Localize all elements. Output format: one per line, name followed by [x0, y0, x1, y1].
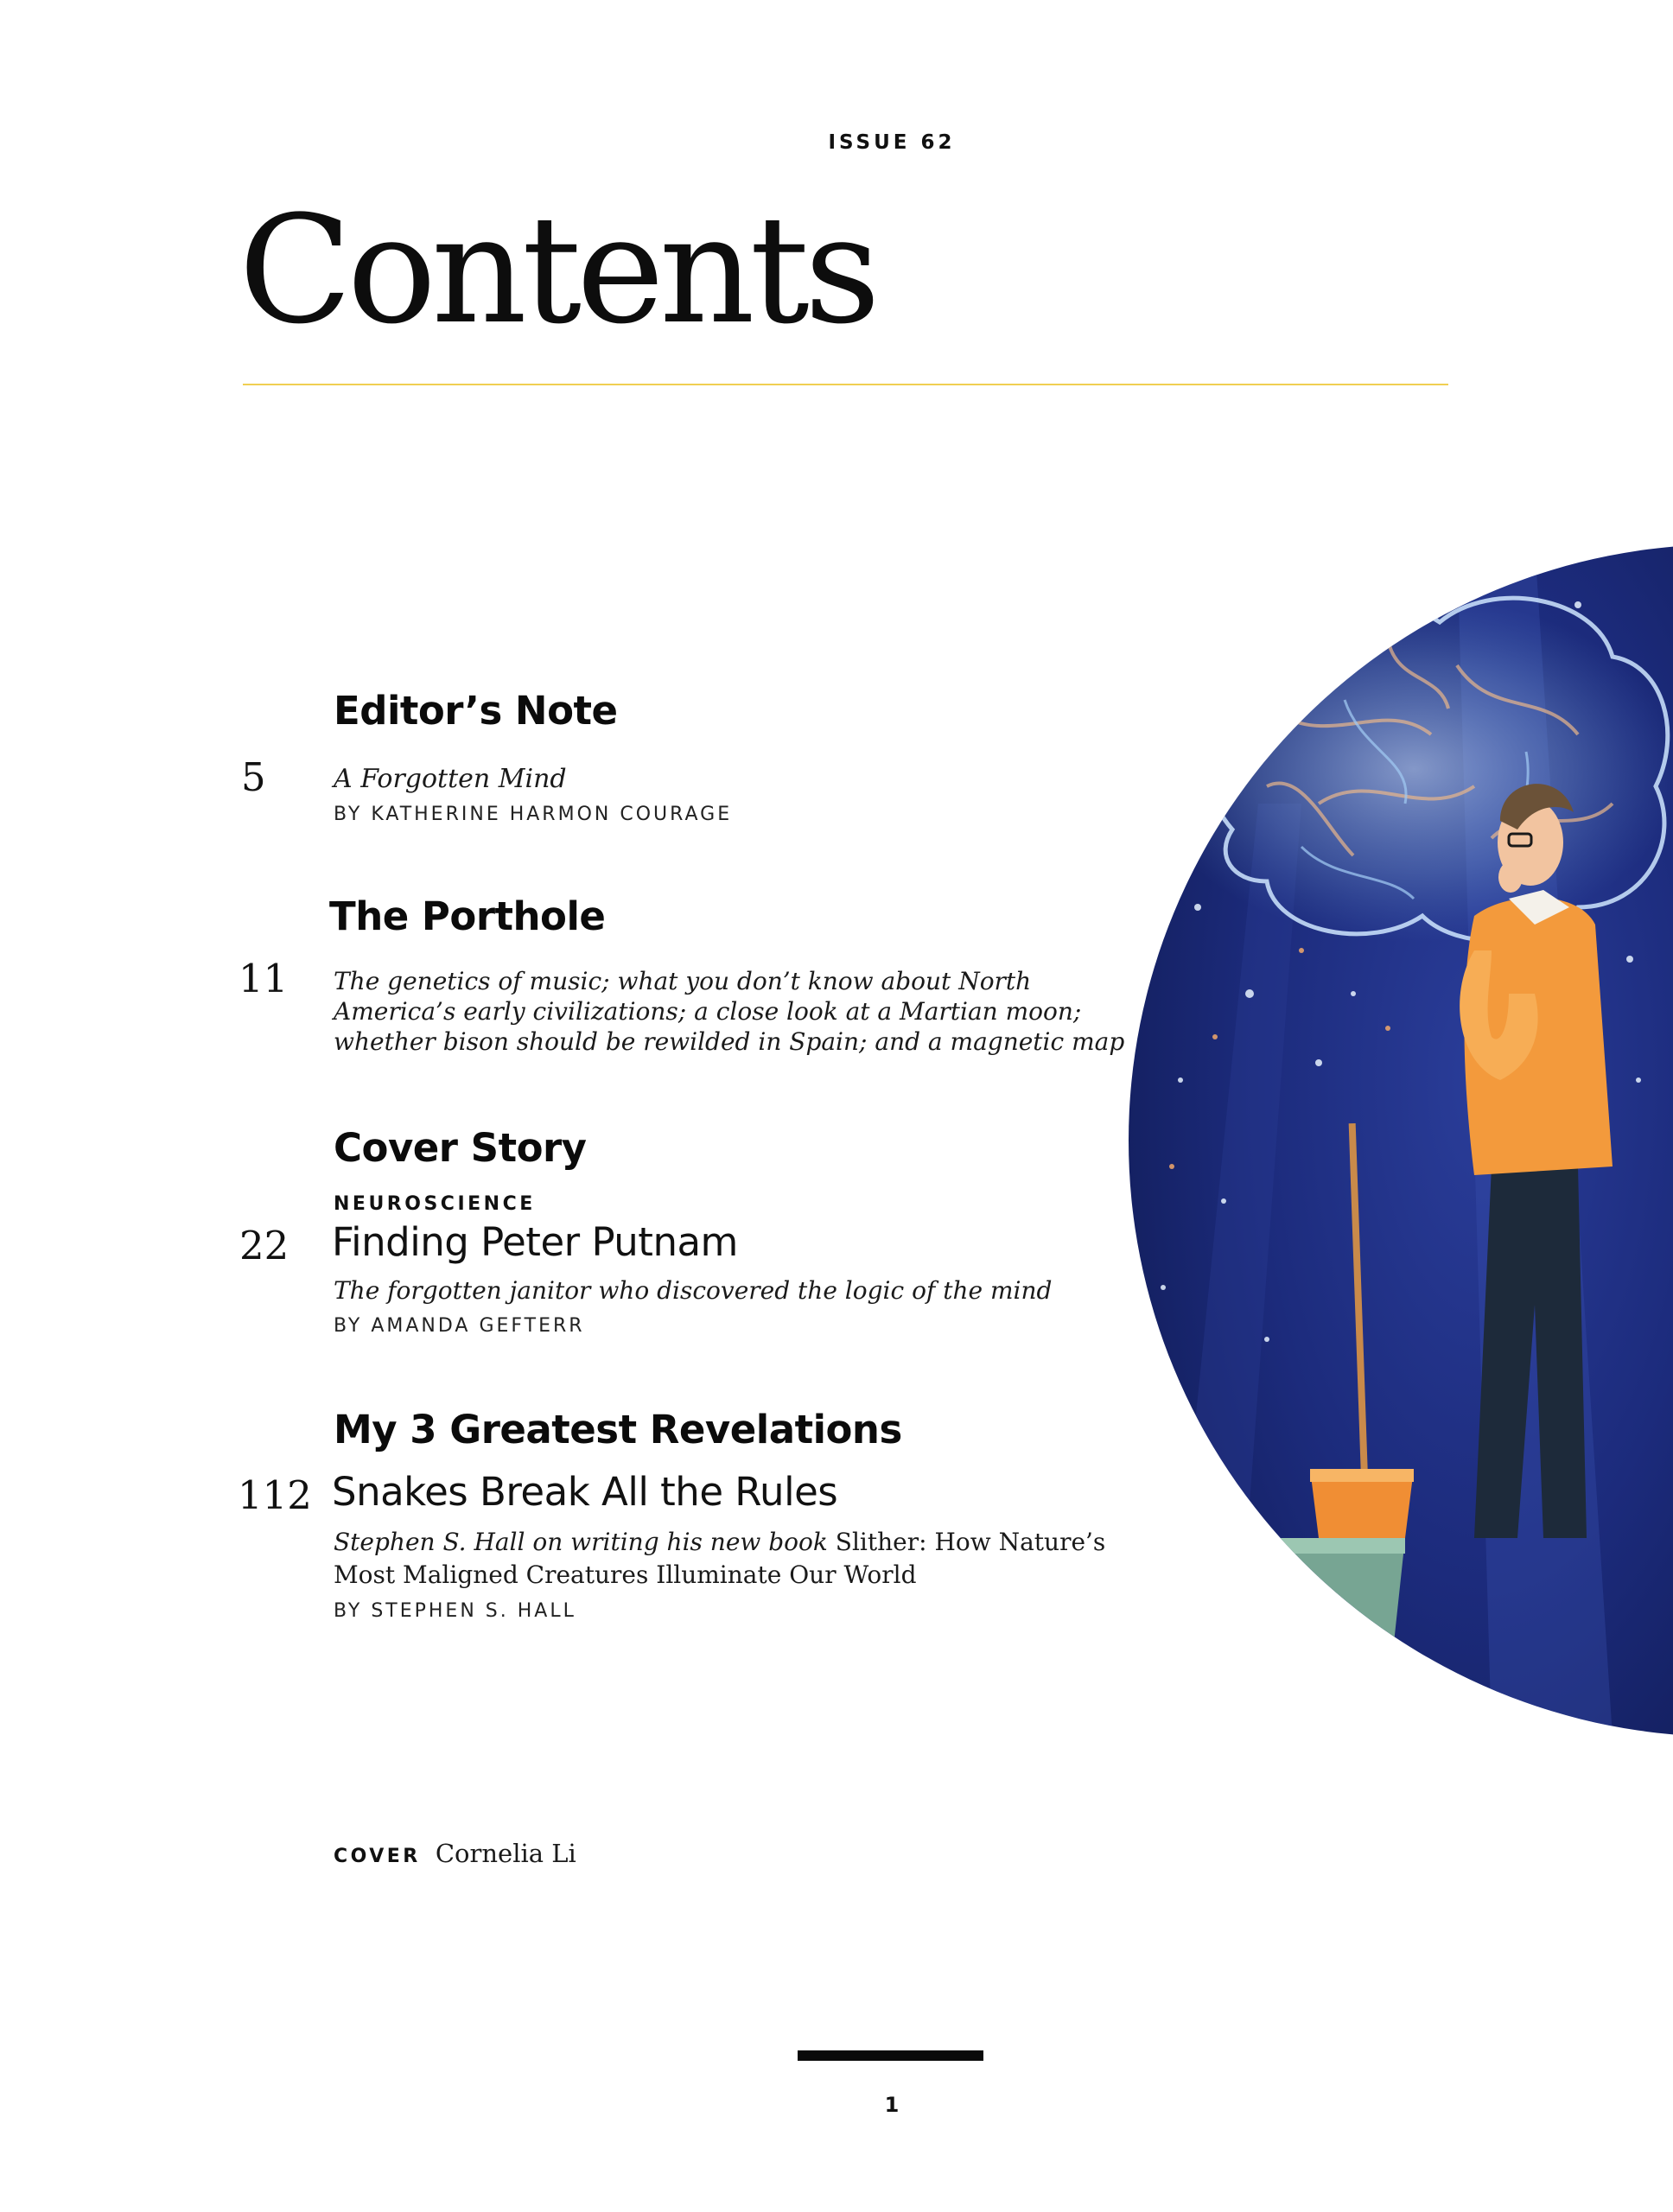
dek-revelations-book-title: Slither: How Nature’s [835, 1528, 1106, 1556]
dek-revelations-italic: Stephen S. Hall on writing his new book [334, 1528, 828, 1556]
section-heading-revelations: My 3 Greatest Revelations [334, 1407, 902, 1452]
story-title-revelations[interactable]: Snakes Break All the Rules [332, 1469, 838, 1515]
kicker-neuroscience: NEUROSCIENCE [334, 1193, 536, 1215]
footer-bar [798, 2050, 983, 2061]
byline-revelations: BY STEPHEN S. HALL [334, 1600, 576, 1622]
page-number-cover-story[interactable]: 22 [239, 1223, 289, 1268]
dek-cover-story: The forgotten janitor who discovered the logic of the mind [334, 1276, 1053, 1305]
page-number-porthole[interactable]: 11 [239, 956, 289, 1001]
dek-revelations-line-2: Most Maligned Creatures Illuminate Our World [334, 1560, 917, 1589]
section-heading-porthole: The Porthole [329, 893, 606, 939]
section-heading-cover-story: Cover Story [334, 1125, 587, 1171]
porthole-summary-line[interactable]: America’s early civilizations; a close look at a Martian moon; [334, 997, 1082, 1026]
byline-cover-story: BY AMANDA GEFTERR [334, 1315, 585, 1337]
porthole-summary-line[interactable]: whether bison should be rewilded in Spain; and a magnetic map [334, 1027, 1125, 1056]
story-title-cover-story[interactable]: Finding Peter Putnam [332, 1219, 738, 1265]
cover-credit-label: COVER [334, 1846, 421, 1867]
byline-editors-note: BY KATHERINE HARMON COURAGE [334, 804, 733, 825]
cover-illustration[interactable] [1129, 544, 1673, 1737]
issue-label: ISSUE 62 [828, 131, 956, 154]
section-heading-editors-note: Editor’s Note [334, 688, 618, 734]
page-number-revelations[interactable]: 112 [238, 1472, 312, 1518]
cover-credit [334, 1839, 576, 1868]
title-rule [243, 384, 1448, 385]
porthole-summary-line[interactable]: The genetics of music; what you don’t know about North [334, 967, 1032, 995]
cover-credit-name: Cornelia Li [435, 1839, 576, 1868]
dek-revelations-line-1 [334, 1527, 1105, 1557]
story-title-editors-note[interactable]: A Forgotten Mind [334, 764, 567, 794]
page-title: Contents [239, 183, 876, 357]
page-folio: 1 [884, 2093, 900, 2117]
page-number-editors-note[interactable]: 5 [241, 754, 266, 800]
